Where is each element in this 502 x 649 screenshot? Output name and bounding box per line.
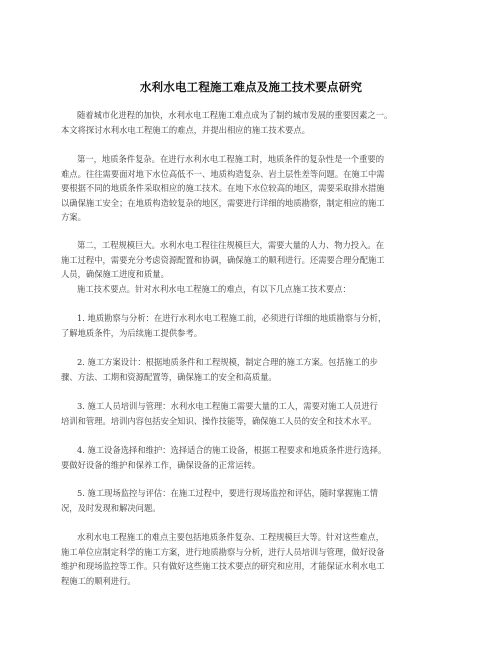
- document-title: 水利水电工程施工难点及施工技术要点研究: [139, 80, 363, 94]
- text-line: 1. 地质勘察与分析：在进行水利水电工程施工前，必须进行详细的地质勘察与分析，: [77, 313, 387, 323]
- list-item-4: [61, 443, 441, 472]
- text-line: 施工单位应制定科学的施工方案，进行地质勘察与分析，进行人员培训与管理，做好设备: [61, 546, 385, 557]
- text-line: 4. 施工设备选择和维护：选择适合的施工设备，根据工程要求和地质条件进行选择。: [77, 445, 387, 455]
- text-line: 难点。往往需要面对地下水位高低不一、地质构造复杂、岩土层性差等问题。在施工中需: [61, 168, 385, 179]
- text-line: 方案。: [61, 212, 86, 222]
- list-item-3: [61, 399, 441, 428]
- paragraph-conclusion: [61, 530, 441, 588]
- list-item-1: [61, 311, 441, 340]
- text-line: 2. 施工方案设计：根据地质条件和工程规模，制定合理的施工方案。包括施工的步: [77, 357, 378, 367]
- text-line: 培训和管理。培训内容包括安全知识、操作技能等，确保施工人员的安全和技术水平。: [61, 415, 377, 426]
- paragraph-scale: [61, 238, 441, 282]
- list-item-2: [61, 355, 441, 384]
- text-line: 程施工的顺利进行。: [61, 575, 136, 586]
- list-item-5: [61, 486, 441, 515]
- text-line: 施工过程中，需要充分考虑资源配置和协调，确保施工的顺利进行。还需要合理分配施工: [61, 254, 385, 265]
- text-line: 第二，工程规模巨大。水利水电工程往往规模巨大，需要大量的人力、物力投入。在: [77, 240, 384, 250]
- text-line: 3. 施工人员培训与管理：水利水电工程施工需要大量的工人，需要对施工人员进行: [77, 401, 378, 411]
- paragraph-intro: [61, 108, 441, 137]
- text-line: 施工技术要点。针对水利水电工程施工的难点，有以下几点施工技术要点：: [77, 284, 351, 294]
- text-line: 随着城市化进程的加快，水利水电工程施工难点成为了制约城市发展的重要因素之一。: [77, 110, 393, 120]
- text-line: 以确保施工安全；在地质构造较复杂的地区，需要进行详细的地质勘察，制定相应的施工: [61, 197, 385, 208]
- paragraph-key-points-intro: [61, 282, 441, 297]
- text-line: 况，及时发现和解决问题。: [61, 502, 161, 513]
- text-line: 维护和现场监控等工作。只有做好这些施工技术要点的研究和应用，才能保证水利水电工: [61, 561, 385, 571]
- text-line: 了解地质条件，为后续施工提供参考。: [61, 327, 203, 338]
- text-line: 要做好设备的维护和保养工作，确保设备的正常运转。: [61, 459, 261, 470]
- text-line: 5. 施工现场监控与评估：在施工过程中，要进行现场监控和评估，随时掌握施工情: [77, 488, 378, 498]
- text-line: 水利水电工程施工的难点主要包括地质条件复杂、工程规模巨大等。针对这些难点，: [77, 532, 384, 542]
- text-line: 第一，地质条件复杂。在进行水利水电工程施工时，地质条件的复杂性是一个重要的: [77, 154, 384, 164]
- paragraph-geology: [61, 152, 441, 225]
- text-line: 要根据不同的地质条件采取相应的施工技术。在地下水位较高的地区，需要采取排水措施: [61, 183, 385, 193]
- text-line: 人员，确保施工进度和质量。: [61, 269, 169, 279]
- text-line: 骤、方法、工期和资源配置等，确保施工的安全和高质量。: [61, 371, 277, 382]
- text-line: 本文将探讨水利水电工程施工的难点，并提出相应的施工技术要点。: [61, 124, 310, 135]
